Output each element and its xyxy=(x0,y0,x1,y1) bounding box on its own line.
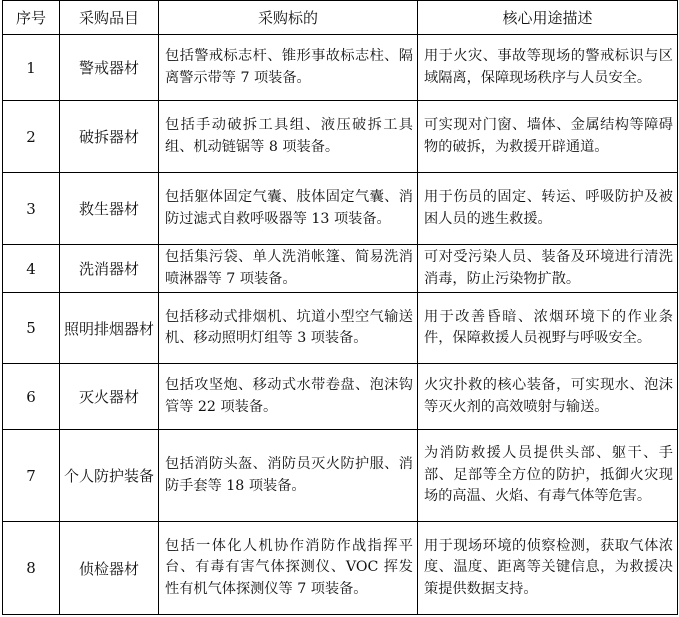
table-row xyxy=(3,430,678,522)
header-row xyxy=(3,1,678,35)
row-category: 警戒器材 xyxy=(60,35,159,101)
table-row xyxy=(3,522,678,615)
row-category: 照明排烟器材 xyxy=(60,293,159,364)
row-category: 灭火器材 xyxy=(60,364,159,430)
row-purpose: 可实现对门窗、墙体、金属结构等障碍物的破拆，为救援开辟通道。 xyxy=(418,101,678,173)
row-number: 3 xyxy=(3,173,60,245)
header-no: 序号 xyxy=(3,1,60,35)
row-target: 包括警戒标志杆、锥形事故标志柱、隔离警示带等 7 项装备。 xyxy=(159,35,418,101)
table-row xyxy=(3,293,678,364)
table-row xyxy=(3,101,678,173)
row-number: 1 xyxy=(3,35,60,101)
header-target: 采购标的 xyxy=(159,1,418,35)
row-number: 5 xyxy=(3,293,60,364)
row-category: 个人防护装备 xyxy=(60,430,159,522)
row-number: 2 xyxy=(3,101,60,173)
row-target: 包括攻坚炮、移动式水带卷盘、泡沫钩管等 22 项装备。 xyxy=(159,364,418,430)
row-number: 8 xyxy=(3,522,60,615)
row-purpose: 用于火灾、事故等现场的警戒标识与区域隔离，保障现场秩序与人员安全。 xyxy=(418,35,678,101)
row-category: 侦检器材 xyxy=(60,522,159,615)
table-row xyxy=(3,364,678,430)
row-category: 救生器材 xyxy=(60,173,159,245)
header-category: 采购品目 xyxy=(60,1,159,35)
row-category: 破拆器材 xyxy=(60,101,159,173)
row-target: 包括移动式排烟机、坑道小型空气输送机、移动照明灯组等 3 项装备。 xyxy=(159,293,418,364)
row-number: 4 xyxy=(3,245,60,293)
row-number: 6 xyxy=(3,364,60,430)
row-target: 包括手动破拆工具组、液压破拆工具组、机动链锯等 8 项装备。 xyxy=(159,101,418,173)
header-purpose: 核心用途描述 xyxy=(418,1,678,35)
row-purpose: 火灾扑救的核心装备，可实现水、泡沫等灭火剂的高效喷射与输送。 xyxy=(418,364,678,430)
row-category: 洗消器材 xyxy=(60,245,159,293)
row-target: 包括集污袋、单人洗消帐篷、简易洗消喷淋器等 7 项装备。 xyxy=(159,245,418,293)
row-target: 包括消防头盔、消防员灭火防护服、消防手套等 18 项装备。 xyxy=(159,430,418,522)
row-purpose: 为消防救援人员提供头部、躯干、手部、足部等全方位的防护，抵御火灾现场的高温、火焰、有毒气体等危害。 xyxy=(418,430,678,522)
table-row xyxy=(3,173,678,245)
row-purpose: 可对受污染人员、装备及环境进行清洗消毒，防止污染物扩散。 xyxy=(418,245,678,293)
procurement-table xyxy=(2,0,678,615)
row-target: 包括躯体固定气囊、肢体固定气囊、消防过滤式自救呼吸器等 13 项装备。 xyxy=(159,173,418,245)
row-purpose: 用于改善昏暗、浓烟环境下的作业条件，保障救援人员视野与呼吸安全。 xyxy=(418,293,678,364)
row-purpose: 用于现场环境的侦察检测，获取气体浓度、温度、距离等关键信息，为救援决策提供数据支持。 xyxy=(418,522,678,615)
row-number: 7 xyxy=(3,430,60,522)
row-purpose: 用于伤员的固定、转运、呼吸防护及被困人员的逃生救援。 xyxy=(418,173,678,245)
table-row xyxy=(3,35,678,101)
table-row xyxy=(3,245,678,293)
row-target: 包括一体化人机协作消防作战指挥平台、有毒有害气体探测仪、VOC 挥发性有机气体探测仪等 7 项装备。 xyxy=(159,522,418,615)
